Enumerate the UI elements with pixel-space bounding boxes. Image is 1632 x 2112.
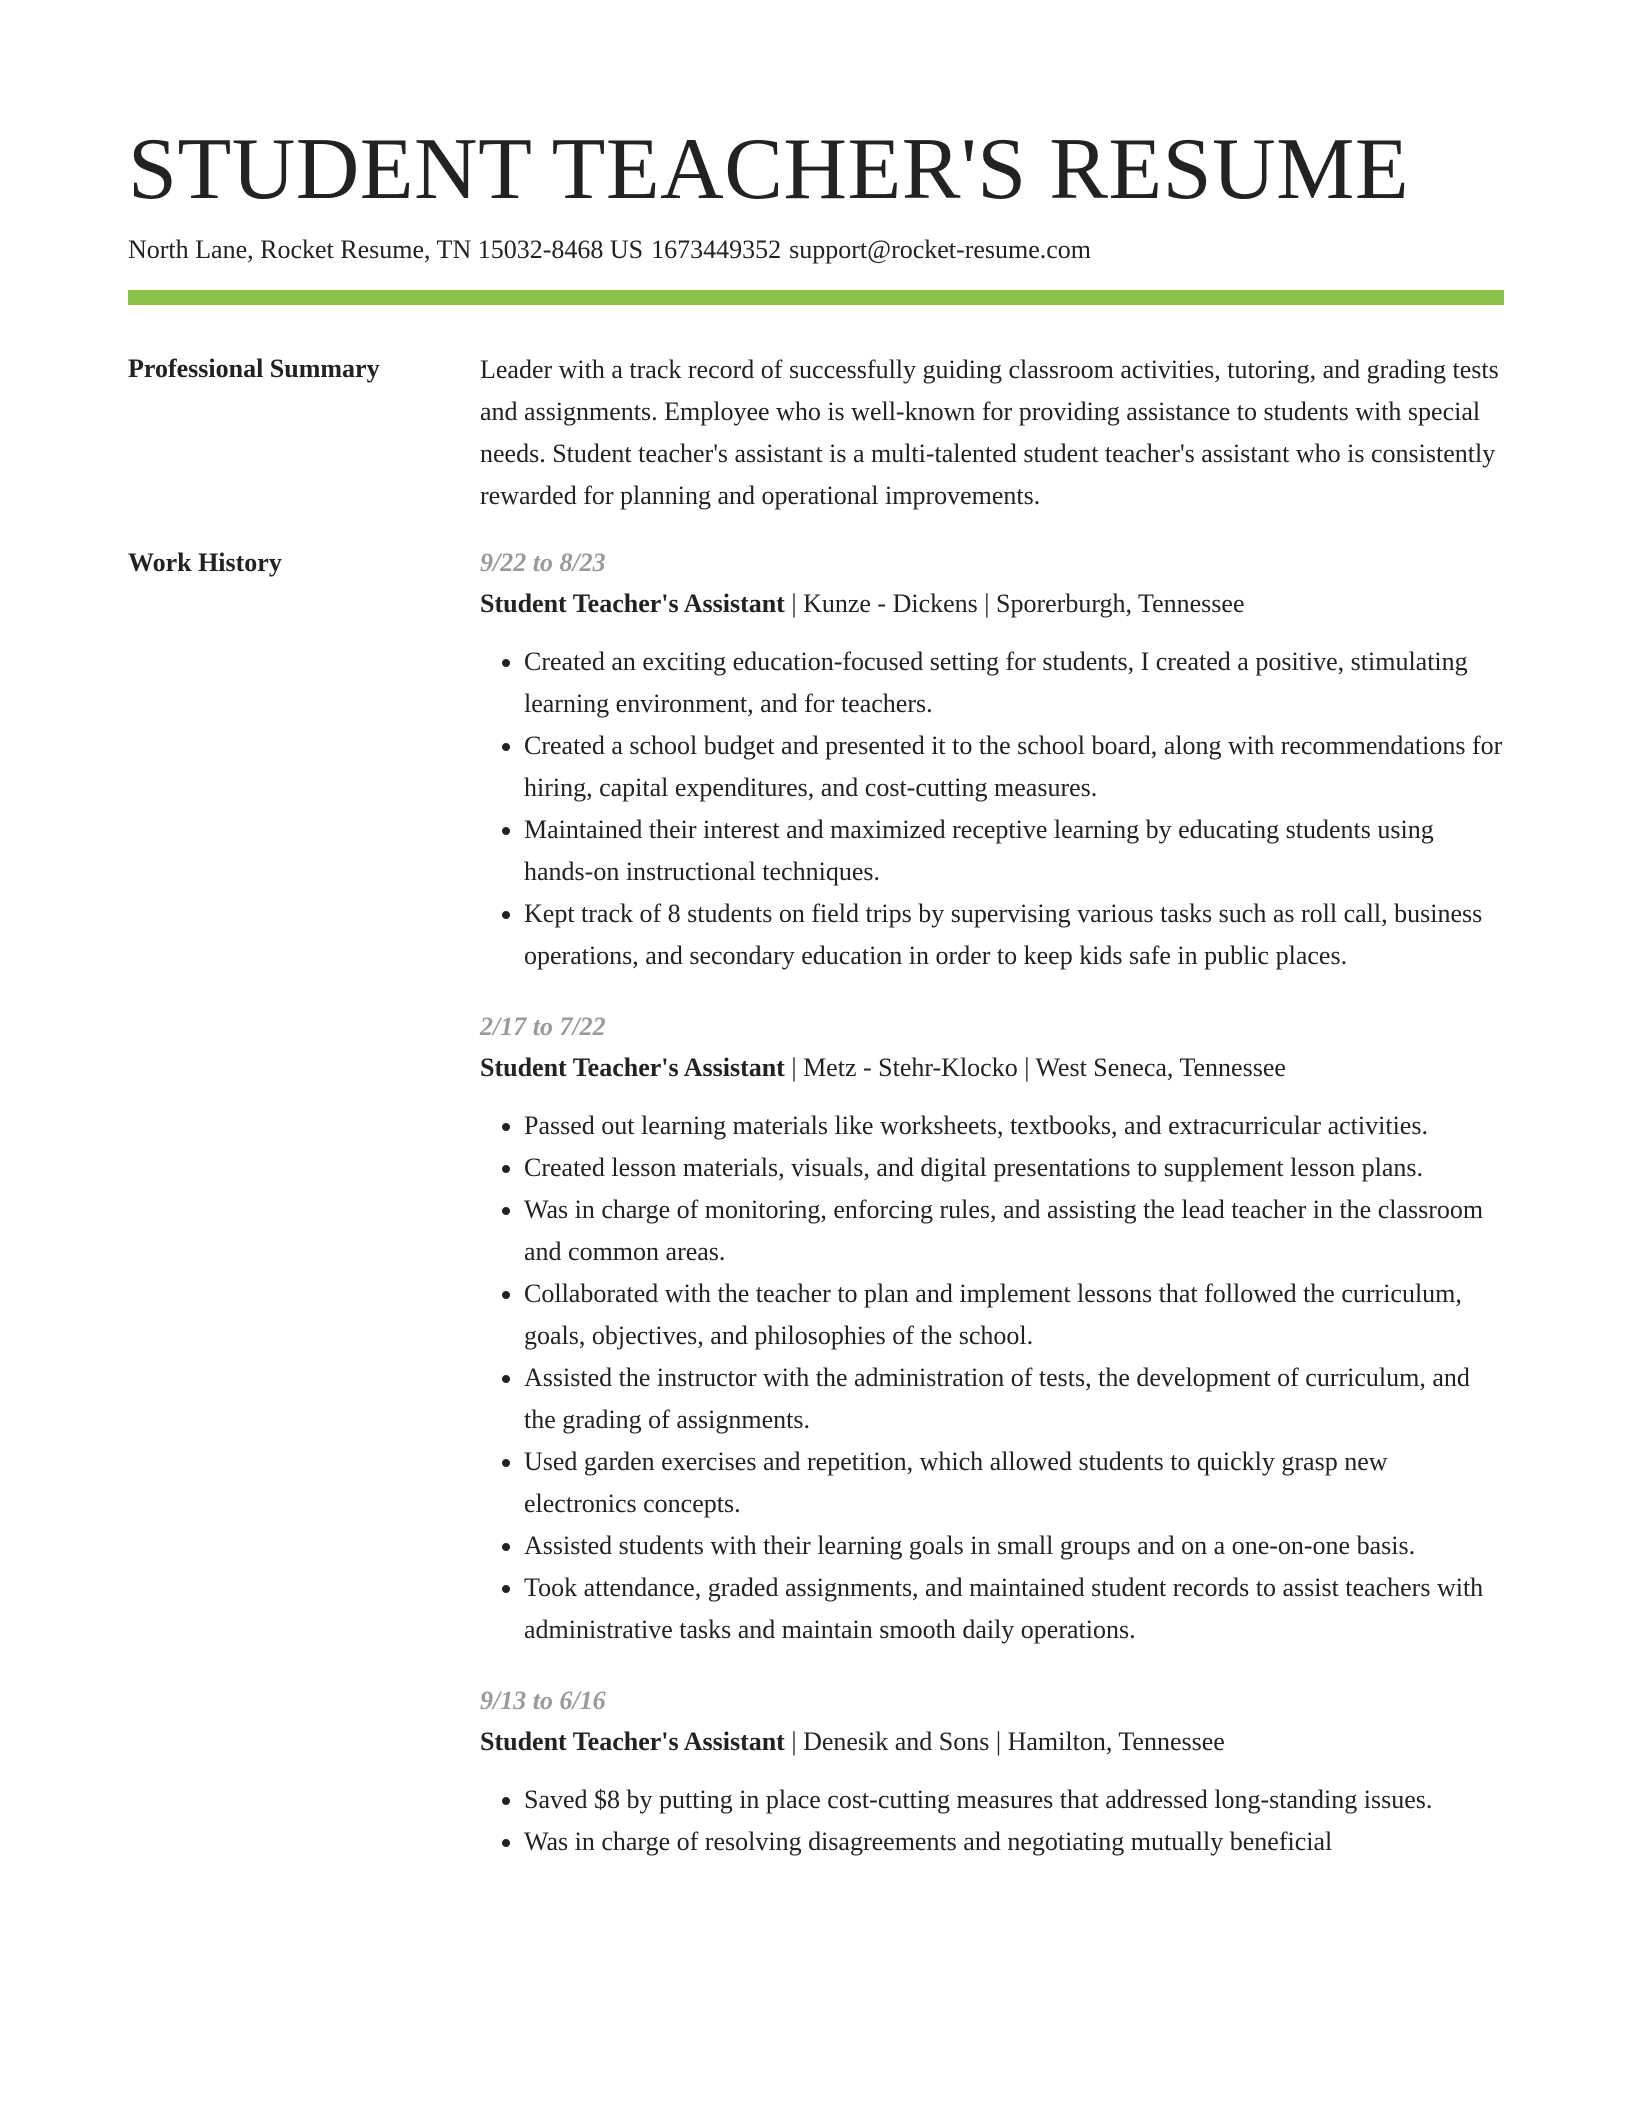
job-title: Student Teacher's Assistant — [480, 1053, 785, 1082]
job-location: Hamilton, Tennessee — [1007, 1727, 1225, 1756]
work-history-section — [128, 549, 1504, 1899]
job-bullet: • Assisted students with their learning goals in small groups and on a one-on-one basis. — [524, 1525, 1504, 1567]
work-history-list — [480, 549, 1504, 1899]
job-bullet: • Created lesson materials, visuals, and digital presentations to supplement lesson plans. — [524, 1147, 1504, 1189]
job-bullet: • Created an exciting education-focused setting for students, I created a positive, stimulating learning environment, and for teachers. — [524, 641, 1504, 725]
job-bullet-list — [480, 1105, 1504, 1651]
job-company: Kunze - Dickens — [803, 589, 978, 618]
job-company: Metz - Stehr-Klocko — [803, 1053, 1018, 1082]
summary-text: Leader with a track record of successfully guiding classroom activities, tutoring, and grading tests and assignments. Employee who is well-known for providing assistance to students with special needs. Student teacher's assistant is a multi-talented student teacher's assistant who is consistently rewarded for planning and operational improvements. — [480, 355, 1499, 510]
job-heading — [480, 1047, 1504, 1089]
job-bullet: • Created a school budget and presented it to the school board, along with recommendations for hiring, capital expenditures, and cost-cutting measures. — [524, 725, 1504, 809]
job-bullet-list — [480, 641, 1504, 977]
professional-summary-section — [128, 355, 1504, 517]
job-bullet: • Maintained their interest and maximized receptive learning by educating students using hands-on instructional techniques. — [524, 809, 1504, 893]
contact-email: support@rocket-resume.com — [789, 235, 1092, 264]
job-bullet: • Passed out learning materials like worksheets, textbooks, and extracurricular activities. — [524, 1105, 1504, 1147]
job-separator: | — [989, 1727, 1008, 1756]
resume-title: STUDENT TEACHER'S RESUME — [128, 121, 1410, 218]
job-heading — [480, 1721, 1504, 1763]
job-separator: | — [784, 589, 804, 618]
job-dates: 9/22 to 8/23 — [480, 548, 606, 577]
job-separator: | — [977, 589, 996, 618]
job-bullet: • Took attendance, graded assignments, and maintained student records to assist teachers with administrative tasks and maintain smooth daily operations. — [524, 1567, 1504, 1651]
job-separator: | — [784, 1727, 804, 1756]
job-entry — [480, 543, 1504, 977]
contact-line — [128, 232, 1504, 268]
job-bullet-list — [480, 1779, 1504, 1863]
job-separator: | — [1017, 1053, 1036, 1082]
job-title: Student Teacher's Assistant — [480, 589, 785, 618]
job-dates: 2/17 to 7/22 — [480, 1012, 606, 1041]
contact-address: North Lane, Rocket Resume, TN 15032-8468 US — [128, 235, 644, 264]
job-title: Student Teacher's Assistant — [480, 1727, 785, 1756]
job-company: Denesik and Sons — [803, 1727, 990, 1756]
contact-phone: 1673449352 — [651, 235, 782, 264]
job-bullet: • Collaborated with the teacher to plan and implement lessons that followed the curriculum, goals, objectives, and philosophies of the school. — [524, 1273, 1504, 1357]
job-bullet: • Assisted the instructor with the administration of tests, the development of curriculum, and the grading of assignments. — [524, 1357, 1504, 1441]
section-label-summary: Professional Summary — [128, 354, 380, 383]
header-divider — [128, 290, 1504, 305]
job-dates: 9/13 to 6/16 — [480, 1686, 606, 1715]
job-entry — [480, 1007, 1504, 1651]
job-location: Sporerburgh, Tennessee — [996, 589, 1245, 618]
job-entry — [480, 1681, 1504, 1863]
job-bullet: • Was in charge of resolving disagreements and negotiating mutually beneficial — [524, 1821, 1504, 1863]
job-bullet: • Used garden exercises and repetition, which allowed students to quickly grasp new electronics concepts. — [524, 1441, 1504, 1525]
job-bullet: • Kept track of 8 students on field trips by supervising various tasks such as roll call, business operations, and secondary education in order to keep kids safe in public places. — [524, 893, 1504, 977]
job-location: West Seneca, Tennessee — [1035, 1053, 1286, 1082]
section-label-work-history: Work History — [128, 548, 282, 577]
resume-page — [128, 0, 1504, 1899]
job-bullet: • Was in charge of monitoring, enforcing rules, and assisting the lead teacher in the classroom and common areas. — [524, 1189, 1504, 1273]
job-separator: | — [784, 1053, 804, 1082]
job-heading — [480, 583, 1504, 625]
job-bullet: • Saved $8 by putting in place cost-cutting measures that addressed long-standing issues. — [524, 1779, 1504, 1821]
